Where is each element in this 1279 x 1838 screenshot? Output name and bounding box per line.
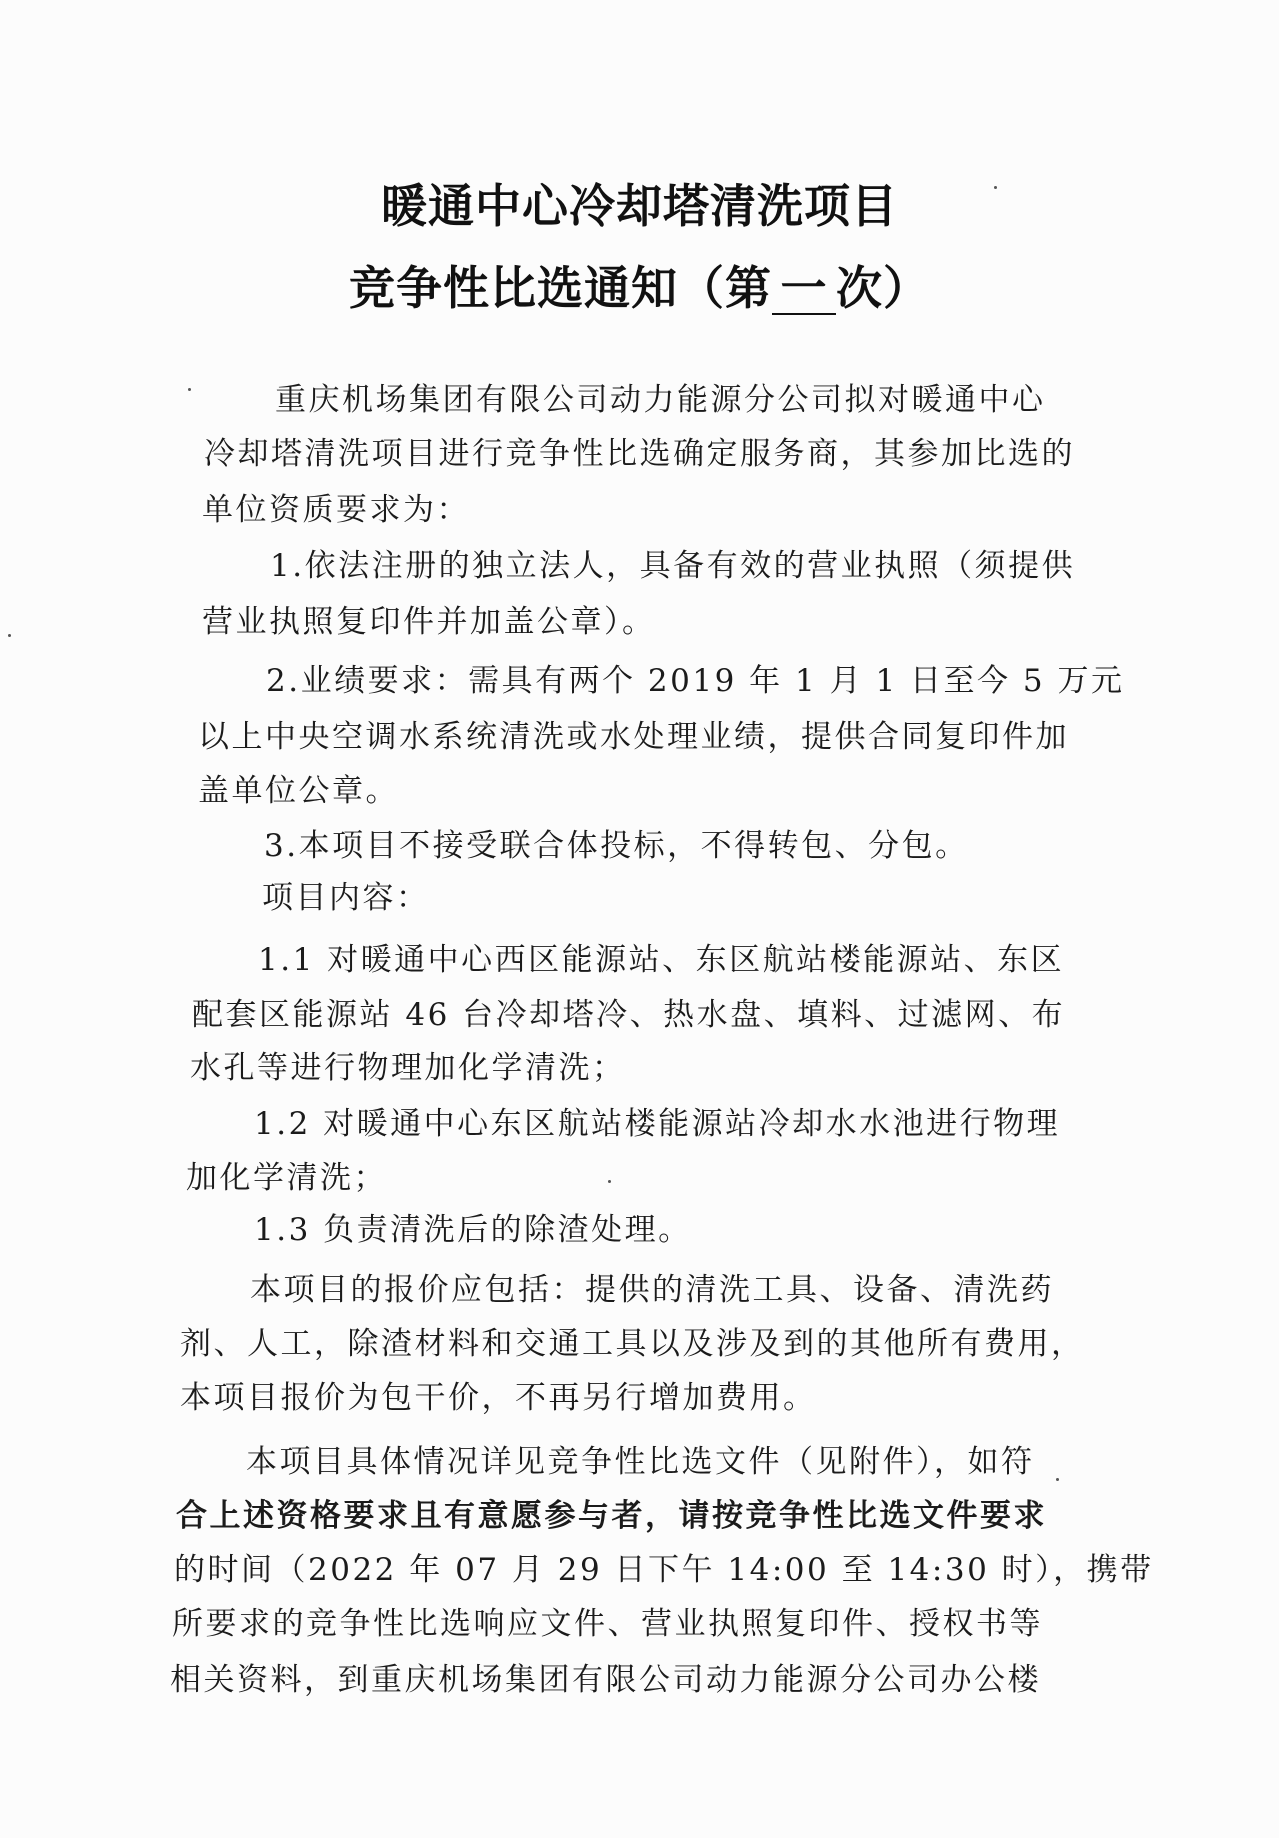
text-line: 盖单位公章。 <box>198 773 399 809</box>
text-line: 3.本项目不接受联合体投标，不得转包、分包。 <box>264 828 969 864</box>
text-line: 营业执照复印件并加盖公章）。 <box>202 604 656 640</box>
text-line: 相关资料，到重庆机场集团有限公司动力能源分公司办公楼 <box>170 1662 1041 1698</box>
text-line: 1.2 对暖通中心东区航站楼能源站冷却水水池进行物理 <box>254 1106 1061 1142</box>
scan-speck <box>1056 1478 1059 1481</box>
text-line: 以上中央空调水系统清洗或水处理业绩，提供合同复印件加 <box>198 719 1069 755</box>
text-line: 剂、人工，除渣材料和交通工具以及涉及到的其他所有费用， <box>180 1326 1085 1362</box>
text-line: 配套区能源站 46 台冷却塔冷、热水盘、填料、过滤网、布 <box>192 997 1066 1033</box>
text-line: 单位资质要求为： <box>202 492 470 528</box>
text-line: 本项目具体情况详见竞争性比选文件（见附件），如符 <box>246 1444 1035 1480</box>
text-line: 冷却塔清洗项目进行竞争性比选确定服务商，其参加比选的 <box>204 436 1075 472</box>
text-line: 2.业绩要求：需具有两个 2019 年 1 月 1 日至今 5 万元 <box>266 663 1125 699</box>
text-line: 的时间（2022 年 07 月 29 日下午 14:00 至 14:30 时），携带 <box>174 1552 1154 1588</box>
document-title-line1: 暖通中心冷却塔清洗项目 <box>381 179 898 233</box>
text-line: 本项目报价为包干价，不再另行增加费用。 <box>180 1380 817 1416</box>
text-line: 重庆机场集团有限公司动力能源分公司拟对暖通中心 <box>275 382 1046 418</box>
title-blank-number: 一 <box>772 265 836 315</box>
text-line: 本项目的报价应包括：提供的清洗工具、设备、清洗药 <box>250 1272 1054 1308</box>
text-line: 1.3 负责清洗后的除渣处理。 <box>254 1212 692 1248</box>
scan-speck <box>188 388 191 391</box>
title-suffix: 次） <box>836 261 930 315</box>
text-line: 项目内容： <box>262 880 430 916</box>
text-line: 水孔等进行物理加化学清洗； <box>190 1050 626 1086</box>
text-line: 所要求的竞争性比选响应文件、营业执照复印件、授权书等 <box>172 1606 1043 1642</box>
scan-speck <box>994 186 997 189</box>
scan-speck <box>608 1180 611 1183</box>
text-line: 合上述资格要求且有意愿参与者，请按竞争性比选文件要求 <box>176 1498 1047 1534</box>
text-line: 1.依法注册的独立法人，具备有效的营业执照（须提供 <box>270 548 1076 584</box>
text-line: 1.1 对暖通中心西区能源站、东区航站楼能源站、东区 <box>258 942 1065 978</box>
text-line: 加化学清洗； <box>186 1160 387 1196</box>
scan-speck <box>8 634 11 637</box>
document-title-line2 <box>0 252 1279 318</box>
title-prefix: 竞争性比选通知（第 <box>349 261 772 315</box>
